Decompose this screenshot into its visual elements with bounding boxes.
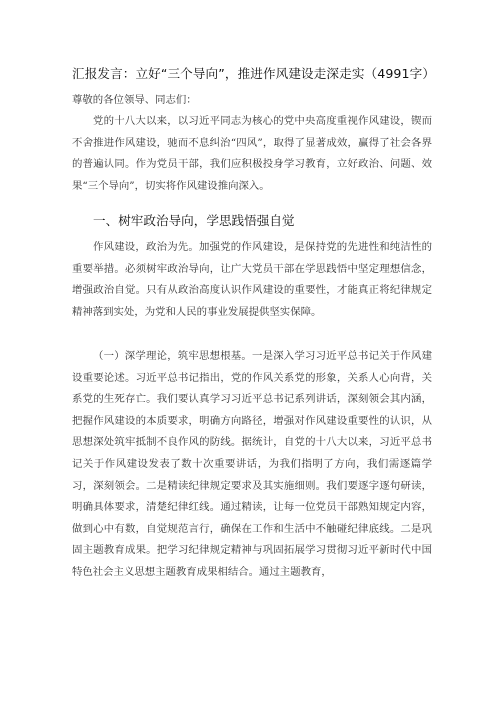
intro-paragraph: 党的十八大以来，以习近平同志为核心的党中央高度重视作风建设，锲而不舍推进作风建设，驰而不息纠治“四风”，取得了显著成效，赢得了社会各界的普遍认同。作为党员干部，我们应积极投身学习教育，立好政治、问题、效果“三个导向”，切实将作风建设推向深入。: [72, 115, 432, 192]
salutation: 尊敬的各位领导、同志们：: [72, 94, 197, 106]
section-heading-1: 一、树牢政治导向，学思践悟强自觉: [93, 213, 295, 228]
document-title: 汇报发言：立好“三个导向”，推进作风建设走深走实（4991字）: [72, 66, 436, 81]
section-1-paragraph: 作风建设，政治为先。加强党的作风建设，是保持党的先进性和纯洁性的重要举措。必须树牢政治导向，让广大党员干部在学思践悟中坚定理想信念，增强政治自觉。只有从政治高度认识作风建设的重要性，才能真正将纪律规定精神落到实处，为党和人民的事业发展提供坚实保障。: [72, 241, 432, 318]
subsection-1-paragraph: （一）深学理论，筑牢思想根基。一是深入学习习近平总书记关于作风建设重要论述。习近平总书记指出，党的作风关系党的形象，关系人心向背，关系党的生死存亡。我们要认真学习习近平总书记系列讲话，深刻领会其内涵，把握作风建设的本质要求，明确方向路径，增强对作风建设重要性的认识，从思想深处筑牢抵制不良作风的防线。据统计，自党的十八大以来，习近平总书记关于作风建设发表了数十次重要讲话，为我们指明了方向，我们需逐篇学习，深刻领会。二是精读纪律规定要求及其实施细则。我们要逐字逐句研读，明确具体要求，清楚纪律红线。通过精读，让每一位党员干部熟知规定内容，做到心中有数，自觉规范言行，确保在工作和生活中不触碰纪律底线。二是巩固主题教育成果。把学习纪律规定精神与巩固拓展学习贯彻习近平新时代中国特色社会主义思想主题教育成果相结合。通过主题教育，: [72, 350, 432, 578]
